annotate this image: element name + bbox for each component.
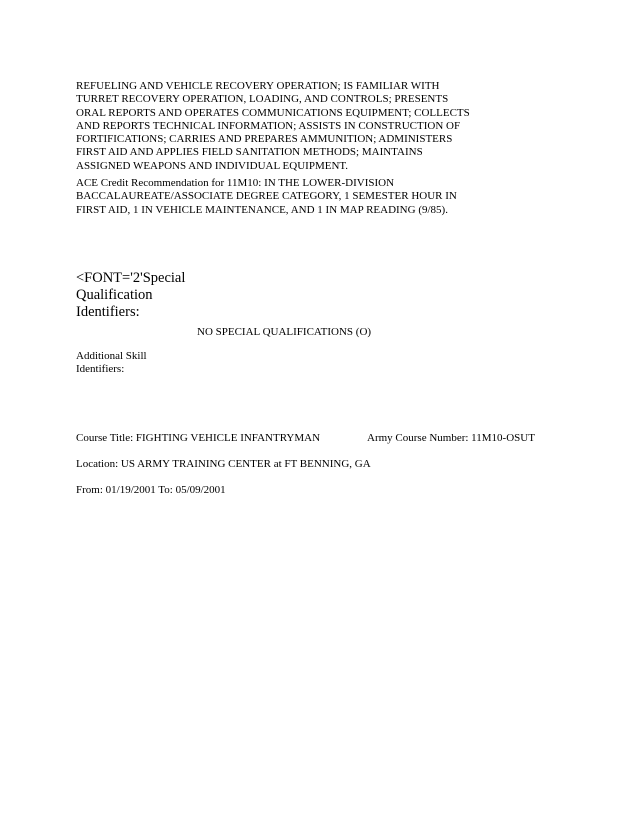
special-qualification-heading — [76, 270, 185, 320]
sqi-heading-line: <FONT='2'Special — [76, 270, 186, 286]
duties-line: AND REPORTS TECHNICAL INFORMATION; ASSISTS IN CONSTRUCTION OF — [76, 119, 461, 132]
ace-credit-recommendation — [76, 177, 457, 217]
duties-line: TURRET RECOVERY OPERATION, LOADING, AND CONTROLS; PRESENTS — [76, 93, 449, 106]
duties-paragraph — [76, 80, 470, 173]
course-number: Army Course Number: 11M10-OSUT — [367, 432, 535, 444]
ace-line: FIRST AID, 1 IN VEHICLE MAINTENANCE, AND 1 IN MAP READING (9/85). — [76, 203, 448, 216]
duties-line: ORAL REPORTS AND OPERATES COMMUNICATIONS EQUIPMENT; COLLECTS — [76, 106, 470, 119]
duties-line: FIRST AID AND APPLIES FIELD SANITATION METHODS; MAINTAINS — [76, 146, 423, 159]
sqi-heading-line: Identifiers: — [76, 303, 140, 320]
ace-line: ACE Credit Recommendation for 11M10: IN THE LOWER-DIVISION — [76, 177, 395, 189]
special-qualification-value: NO SPECIAL QUALIFICATIONS (O) — [197, 326, 372, 338]
additional-skill-heading — [76, 350, 147, 377]
duties-line: ASSIGNED WEAPONS AND INDIVIDUAL EQUIPMENT. — [76, 159, 349, 172]
ace-line: BACCALAUREATE/ASSOCIATE DEGREE CATEGORY, 1 SEMESTER HOUR IN — [76, 190, 457, 203]
duties-line: FORTIFICATIONS; CARRIES AND PREPARES AMMUNITION; ADMINISTERS — [76, 133, 453, 146]
asi-heading-line: Identifiers: — [76, 363, 125, 376]
sqi-heading-line: Qualification — [76, 286, 153, 303]
asi-heading-line: Additional Skill — [76, 350, 147, 362]
course-dates: From: 01/19/2001 To: 05/09/2001 — [76, 484, 226, 496]
course-location: Location: US ARMY TRAINING CENTER at FT BENNING, GA — [76, 458, 371, 470]
duties-line: REFUELING AND VEHICLE RECOVERY OPERATION; IS FAMILIAR WITH — [76, 80, 440, 92]
course-title: Course Title: FIGHTING VEHICLE INFANTRYMAN — [76, 432, 321, 444]
